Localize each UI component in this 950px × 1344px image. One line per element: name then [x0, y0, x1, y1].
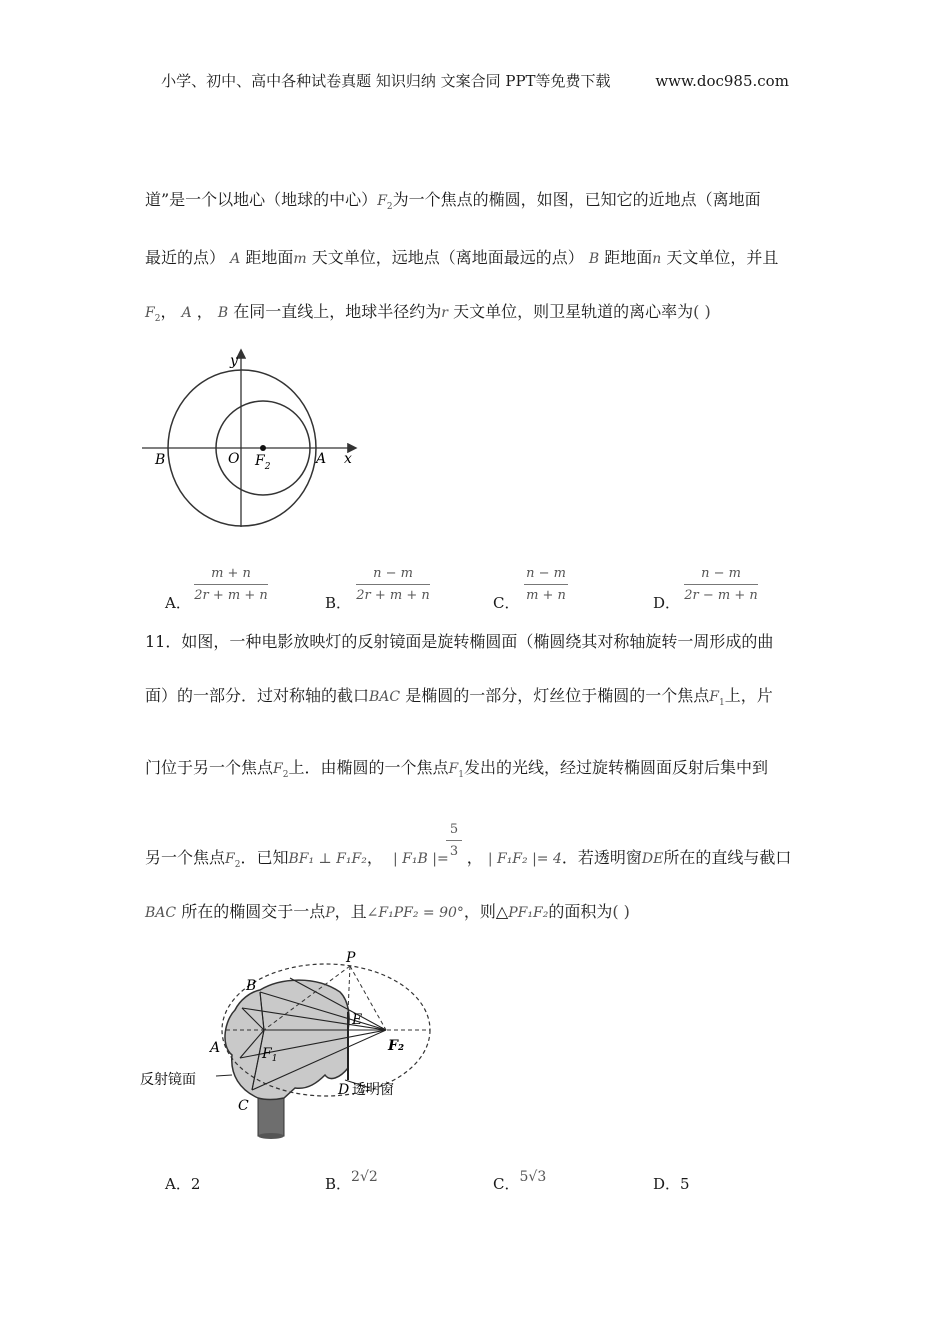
label-D: D	[338, 1082, 350, 1098]
q10-line-1: 道”是一个以地心（地球的中心）$F_2$为一个焦点的椭圆，如图，已知它的近地点（离地面	[145, 190, 761, 212]
q10-option-D[interactable]: D．	[653, 594, 681, 612]
q10-option-A-fraction: m + n 2r + m + n	[194, 566, 268, 603]
q10-option-C[interactable]: C．	[493, 594, 520, 612]
q11-line-1: 11．如图，一种电影放映灯的反射镜面是旋转椭圆面（椭圆绕其对称轴旋转一周形成的曲	[145, 632, 774, 651]
q10-line-2: 最近的点） A 距地面m 天文单位，远地点（离地面最远的点） B 距地面n 天文单位，并且	[145, 248, 779, 267]
q11-option-C[interactable]: C．5√3	[493, 1169, 547, 1193]
header-site: www.doc985.com	[655, 72, 789, 90]
label-F1: $F_1$	[262, 1046, 278, 1064]
label-O: O	[228, 451, 240, 467]
q11-option-A[interactable]: A．2	[165, 1175, 201, 1193]
q10-option-B-fraction: n − m 2r + m + n	[356, 566, 430, 603]
label-F2: F₂	[388, 1038, 405, 1054]
q10-option-A[interactable]: A．	[165, 594, 191, 612]
q11-line-2: 面）的一部分．过对称轴的截口BAC 是椭圆的一部分，灯丝位于椭圆的一个焦点$F_1$上，片	[145, 686, 773, 708]
orbit-figure	[140, 345, 370, 530]
q10-option-C-fraction: n − m m + n	[524, 566, 568, 603]
label-x: x	[344, 451, 352, 467]
label-mirror: 反射镜面	[140, 1072, 196, 1088]
q11-line-3: 门位于另一个焦点$F_2$上．由椭圆的一个焦点$F_1$发出的光线，经过旋转椭圆面反射后集中到	[145, 758, 768, 780]
reflector-mirror	[225, 980, 349, 1099]
symbol-F2: $F_2$	[377, 193, 393, 212]
lamp-figure	[140, 950, 440, 1145]
label-P: P	[346, 950, 356, 966]
label-A: A	[210, 1040, 221, 1056]
label-F2: $F_2$	[255, 453, 271, 472]
q11-line-5: BAC 所在的椭圆交于一点P，且∠F₁PF₂ = 90°，则△PF₁F₂的面积为( )	[145, 902, 630, 921]
q11-line-4: 另一个焦点$F_2$．已知BF₁ ⊥ F₁F₂， | F₁B |= ， | F₁F₂ |= 4．若透明窗DE所在的直线与截口	[145, 848, 792, 870]
label-E: E	[352, 1012, 363, 1028]
q10-option-B[interactable]: B．	[325, 594, 352, 612]
page-header	[0, 70, 950, 91]
q10-line-3: $F_2$， A ， B 在同一直线上，地球半径约为r 天文单位，则卫星轨道的离心率为( )	[145, 302, 711, 324]
focus-point	[260, 445, 266, 451]
q11-fraction-5-3: 5 3	[446, 822, 462, 859]
q11-option-B[interactable]: B．2√2	[325, 1169, 378, 1193]
label-y: y	[230, 353, 238, 369]
label-B: B	[155, 452, 166, 468]
label-B: B	[246, 978, 257, 994]
label-C: C	[238, 1098, 249, 1114]
q10-option-D-fraction: n − m 2r − m + n	[684, 566, 758, 603]
label-A: A	[316, 451, 327, 467]
label-window: 透明窗	[352, 1082, 394, 1098]
q11-option-D[interactable]: D．5	[653, 1175, 690, 1193]
header-text: 小学、初中、高中各种试卷真题 知识归纳 文案合同 PPT等免费下载	[161, 72, 611, 90]
